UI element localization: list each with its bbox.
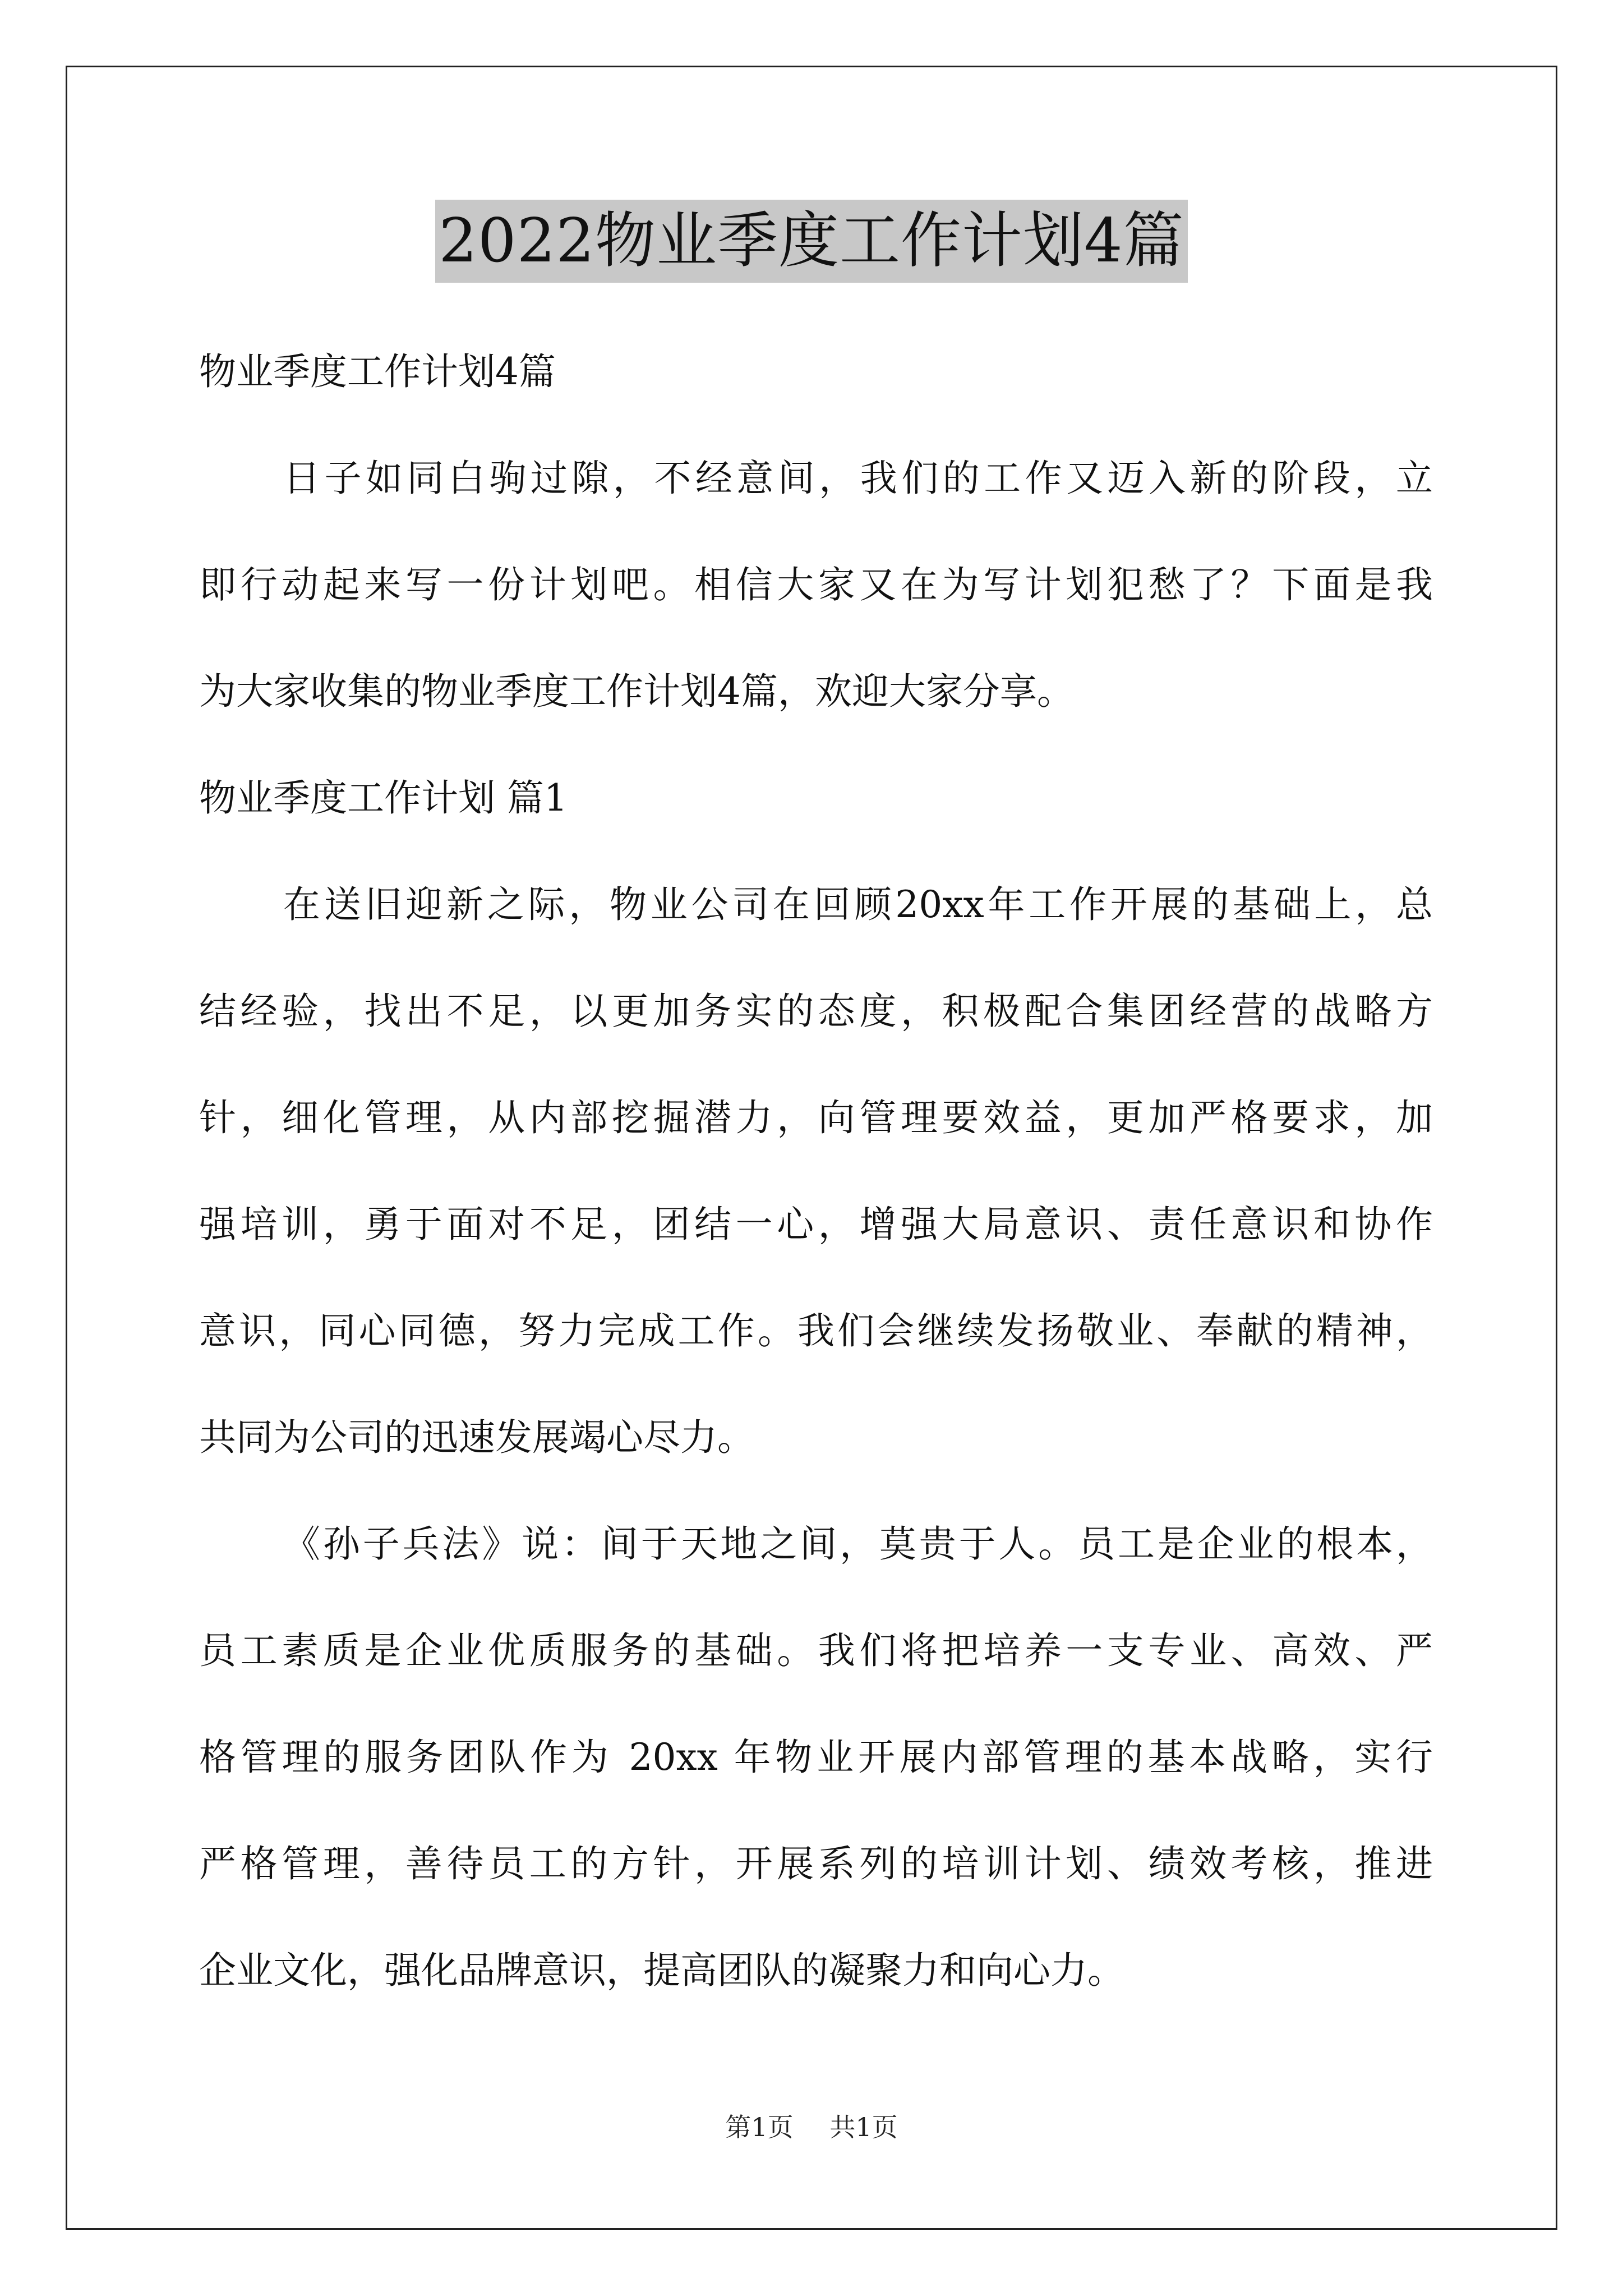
text-line: 结经验，找出不足，以更加务实的态度，积极配合集团经营的战略方 xyxy=(199,990,1433,1033)
text-line: 物业季度工作计划 篇1 xyxy=(199,776,568,820)
document-title: 2022物业季度工作计划4篇 xyxy=(435,200,1188,283)
text-line: 企业文化，强化品牌意识，提高团队的凝聚力和向心力。 xyxy=(199,1949,1124,1992)
text-line: 物业季度工作计划4篇 xyxy=(199,350,556,393)
text-line: 日子如同白驹过隙，不经意间，我们的工作又迈入新的阶段，立 xyxy=(283,457,1433,500)
text-line: 格管理的服务团队作为 20xx 年物业开展内部管理的基本战略，实行 xyxy=(199,1736,1433,1779)
text-line: 在送旧迎新之际，物业公司在回顾20xx年工作开展的基础上，总 xyxy=(283,883,1433,926)
text-line: 意识，同心同德，努力完成工作。我们会继续发扬敬业、奉献的精神， xyxy=(199,1309,1433,1352)
text-line: 员工素质是企业优质服务的基础。我们将把培养一支专业、高效、严 xyxy=(199,1629,1433,1672)
text-line: 强培训，勇于面对不足，团结一心，增强大局意识、责任意识和协作 xyxy=(199,1203,1433,1246)
page-total: 共1页 xyxy=(829,2112,898,2142)
page-footer xyxy=(0,2110,1623,2144)
document-body xyxy=(199,319,1433,2024)
title-area xyxy=(0,200,1623,283)
text-line: 严格管理，善待员工的方针，开展系列的培训计划、绩效考核，推进 xyxy=(199,1842,1433,1885)
text-line: 即行动起来写一份计划吧。相信大家又在为写计划犯愁了？下面是我 xyxy=(199,563,1433,606)
text-line: 《孙子兵法》说：间于天地之间，莫贵于人。员工是企业的根本， xyxy=(283,1522,1433,1566)
page-number: 第1页 xyxy=(725,2112,794,2142)
text-line: 针，细化管理，从内部挖掘潜力，向管理要效益，更加严格要求，加 xyxy=(199,1096,1433,1139)
text-line: 为大家收集的物业季度工作计划4篇，欢迎大家分享。 xyxy=(199,670,1074,713)
text-line: 共同为公司的迅速发展竭心尽力。 xyxy=(199,1416,754,1459)
